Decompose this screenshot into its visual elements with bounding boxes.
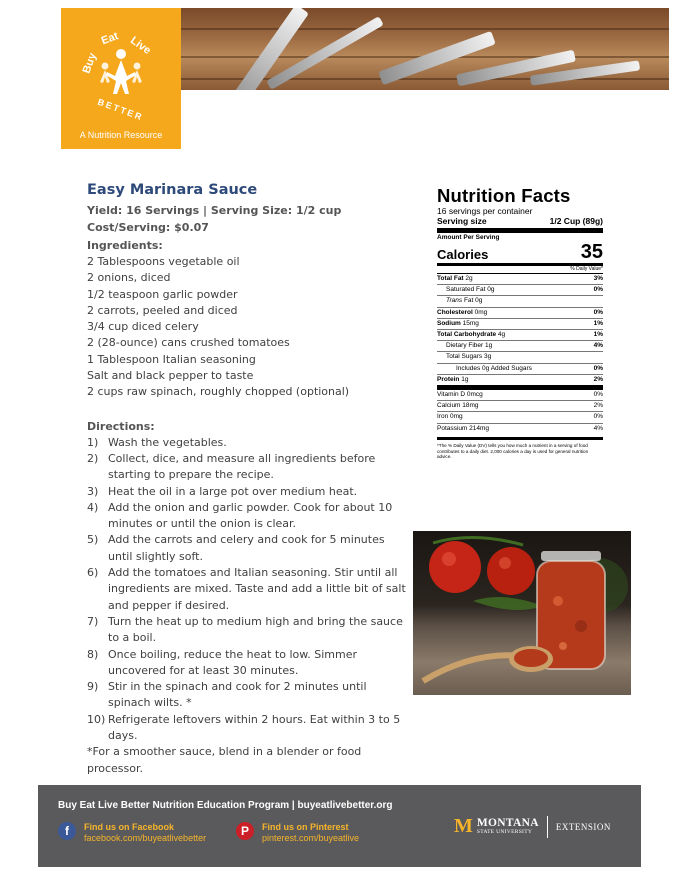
step-text: Turn the heat up to medium high and bring the sauce to a boil. xyxy=(108,614,403,645)
nutrition-title: Nutrition Facts xyxy=(437,185,571,206)
step-number: 9) xyxy=(87,680,99,694)
step-number: 8) xyxy=(87,647,99,661)
pinterest-title: Find us on Pinterest xyxy=(262,822,349,832)
vitamin-d-row: Vitamin D 0mcg 0% xyxy=(437,390,603,401)
potassium-row: Potassium 214mg 4% xyxy=(437,424,603,432)
direction-step xyxy=(87,532,407,565)
step-number: 3) xyxy=(87,484,99,498)
saturated-fat-row: Saturated Fat 0g 0% xyxy=(437,285,603,296)
msu-name: MONTANA xyxy=(476,816,539,829)
step-text: Wash the vegetables. xyxy=(108,435,227,449)
calories-label: Calories xyxy=(437,247,489,262)
added-sugars-row: Includes 0g Added Sugars 0% xyxy=(437,364,603,375)
ingredient-item: 2 carrots, peeled and diced xyxy=(87,303,238,317)
yield-line: Yield: 16 Servings | Serving Size: 1/2 cup xyxy=(87,204,342,217)
recipe-note: *For a smoother sauce, blend in a blender or food processor. xyxy=(87,745,362,775)
total-fat-row: Total Fat 2g 3% xyxy=(437,274,603,285)
forks-wood-photo xyxy=(180,8,669,90)
servings-per-container: 16 servings per container xyxy=(437,206,533,216)
direction-step xyxy=(87,451,407,484)
directions-heading: Directions: xyxy=(87,419,155,433)
pinterest-url[interactable]: pinterest.com/buyeatlive xyxy=(262,833,360,843)
logo-word: Live xyxy=(128,34,153,57)
facebook-link[interactable] xyxy=(58,822,206,844)
step-text: Collect, dice, and measure all ingredients before starting to prepare the recipe. xyxy=(108,451,376,482)
trans-fat-row: Trans Fat 0g xyxy=(437,296,603,307)
protein-row: Protein 1g 2% xyxy=(437,375,603,390)
ingredient-item: 1 Tablespoon Italian seasoning xyxy=(87,352,256,366)
ingredients-list xyxy=(87,254,407,401)
pinterest-link[interactable] xyxy=(236,822,359,844)
msu-extension: EXTENSION xyxy=(555,821,611,832)
logo-word: Buy xyxy=(80,51,99,76)
buy-eat-live-better-logo xyxy=(61,8,181,149)
nutrition-footnote: *The % Daily Value (DV) tells you how much a nutrient in a serving of food contributes to a daily diet. 2,000 calories a day is used for general nutrition advice. xyxy=(437,437,603,460)
amount-per-serving: Amount Per Serving xyxy=(437,234,500,241)
step-number: 7) xyxy=(87,614,99,628)
cost-line: Cost/Serving: $0.07 xyxy=(87,221,209,234)
direction-step xyxy=(87,679,407,712)
step-number: 1) xyxy=(87,435,99,449)
msu-m-logo-icon: M xyxy=(454,815,473,837)
msu-divider xyxy=(547,816,548,838)
direction-step xyxy=(87,565,407,614)
step-text: Heat the oil in a large pot over medium heat. xyxy=(108,484,358,498)
direction-step xyxy=(87,647,407,680)
msu-extension-logo xyxy=(454,815,611,838)
logo-word: Eat xyxy=(99,30,120,48)
facebook-url[interactable]: facebook.com/buyeatlivebetter xyxy=(84,833,207,843)
ingredient-item: 2 onions, diced xyxy=(87,271,171,285)
step-number: 5) xyxy=(87,533,99,547)
directions-list xyxy=(87,435,407,745)
step-text: Add the carrots and celery and cook for 5 minutes until slightly soft. xyxy=(108,533,385,563)
footer-heading: Buy Eat Live Better Nutrition Education Program | buyeatlivebetter.org xyxy=(58,800,393,811)
iron-row: Iron 0mg 0% xyxy=(437,412,603,423)
cholesterol-row: Cholesterol 0mg 0% xyxy=(437,308,603,319)
ingredient-item: 1/2 teaspoon garlic powder xyxy=(87,287,238,301)
serving-size-label: Serving size xyxy=(437,216,487,226)
step-text: Stir in the spinach and cook for 2 minutes until spinach wilts. * xyxy=(108,680,367,710)
facebook-title: Find us on Facebook xyxy=(84,822,175,832)
footer xyxy=(38,785,641,867)
ingredient-item: 2 cups raw spinach, roughly chopped (optional) xyxy=(87,385,350,399)
step-number: 10) xyxy=(87,712,106,726)
direction-step xyxy=(87,484,407,500)
total-carb-row: Total Carbohydrate 4g 1% xyxy=(437,330,603,341)
direction-step xyxy=(87,712,407,745)
logo-word: BETTER xyxy=(96,96,145,123)
step-text: Refrigerate leftovers within 2 hours. Eat within 3 to 5 days. xyxy=(108,712,401,743)
pinterest-icon: P xyxy=(236,822,254,840)
calories-row xyxy=(437,242,603,266)
daily-value-header: % Daily Value* xyxy=(437,266,603,274)
step-text: Add the onion and garlic powder. Cook for about 10 minutes or until the onion is clear. xyxy=(108,500,393,531)
photo-illustration xyxy=(413,531,631,695)
serving-size-row xyxy=(437,216,603,233)
ingredient-item: Salt and black pepper to taste xyxy=(87,369,254,383)
ingredient-item: 2 (28-ounce) cans crushed tomatoes xyxy=(87,336,290,350)
step-number: 4) xyxy=(87,500,99,514)
step-number: 6) xyxy=(87,566,99,580)
recipe-title: Easy Marinara Sauce xyxy=(87,182,258,198)
logo-tagline: A Nutrition Resource xyxy=(79,130,163,140)
step-number: 2) xyxy=(87,451,99,465)
sodium-row: Sodium 15mg 1% xyxy=(437,319,603,330)
recipe-section xyxy=(87,182,407,777)
dietary-fiber-row: Dietary Fiber 1g 4% xyxy=(437,341,603,352)
facebook-icon: f xyxy=(58,822,76,840)
calcium-row: Calcium 18mg 2% xyxy=(437,401,603,412)
nutrition-facts-label xyxy=(437,186,603,460)
step-text: Once boiling, reduce the heat to low. Simmer uncovered for at least 30 minutes. xyxy=(108,647,357,677)
step-text: Add the tomatoes and Italian seasoning. Stir until all ingredients are mixed. Taste and add a little bit of salt and pepper if desired. xyxy=(108,566,406,612)
calories-value: 35 xyxy=(580,241,603,263)
ingredient-item: 2 Tablespoons vegetable oil xyxy=(87,255,240,268)
total-sugars-row: Total Sugars 3g xyxy=(437,352,603,363)
ingredients-heading: Ingredients: xyxy=(87,239,163,252)
logo-emblem xyxy=(79,28,163,124)
ingredient-item: 3/4 cup diced celery xyxy=(87,320,199,334)
serving-size-value: 1/2 Cup (89g) xyxy=(549,216,603,226)
marinara-sauce-photo xyxy=(413,531,631,695)
msu-sub: STATE UNIVERSITY xyxy=(476,828,533,835)
direction-step xyxy=(87,614,407,647)
direction-step xyxy=(87,435,407,451)
direction-step xyxy=(87,500,407,533)
